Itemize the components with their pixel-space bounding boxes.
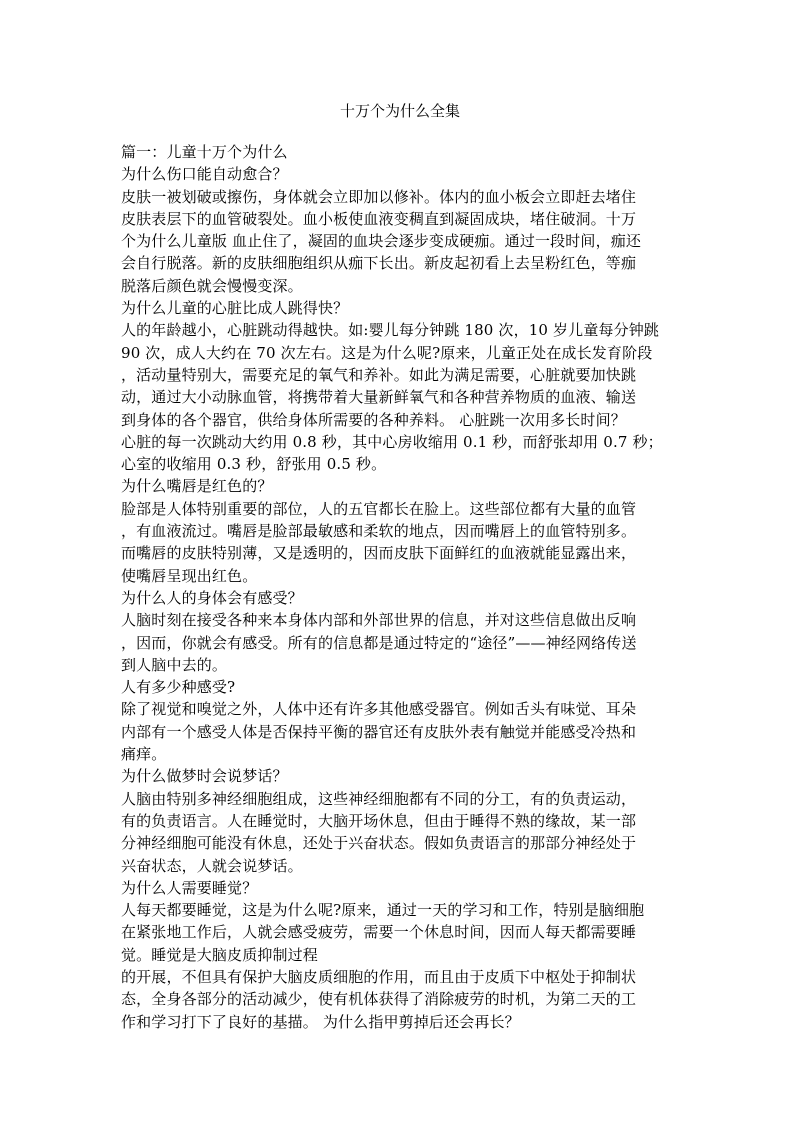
body-line: 90 次，成人大约在 70 次左右。这是为什么呢?原来，儿童正处在成长发育阶段 [121, 343, 653, 362]
body-line: 内部有一个感受人体是否保持平衡的器官还有皮肤外表有触觉并能感受冷热和 [121, 722, 637, 741]
body-line: 使嘴唇呈现出红色。 [121, 566, 258, 585]
body-line: ，有血液流过。嘴唇是脸部最敏感和柔软的地点，因而嘴唇上的血管特别多。 [121, 522, 637, 541]
body-line: 在紧张地工作后，人就会感受疲劳，需要一个休息时间，因而人每天都需要睡 [121, 923, 637, 942]
body-line: 个为什么儿童版 血止住了，凝固的血块会逐步变成硬痂。通过一段时间，痂还 [121, 232, 642, 251]
body-line: 痛痒。 [121, 745, 167, 764]
body-line: 心室的收缩用 0.3 秒，舒张用 0.5 秒。 [121, 455, 387, 474]
document-body [121, 141, 681, 1033]
body-line: 人的年龄越小，心脏跳动得越快。如:婴儿每分钟跳 180 次，10 岁儿童每分钟跳 [121, 321, 660, 340]
body-line: 为什么人需要睡觉？ [121, 878, 258, 897]
body-line: 分神经细胞可能没有休息，还处于兴奋状态。假如负责语言的那部分神经处于 [121, 834, 637, 853]
body-line: 皮肤表层下的血管破裂处。血小板使血液变稠直到凝固成块，堵住破洞。十万 [121, 209, 637, 228]
body-line: 皮肤一被划破或擦伤，身体就会立即加以修补。体内的血小板会立即赶去堵住 [121, 187, 637, 206]
body-line: 篇一：儿童十万个为什么 [121, 143, 288, 161]
body-line: 态，全身各部分的活动减少，使有机体获得了消除疲劳的时机，为第二天的工 [121, 990, 637, 1009]
body-line: 动，通过大小动脉血管，将携带着大量新鲜氧气和各种营养物质的血液、输送 [121, 388, 637, 407]
body-line: 心脏的每一次跳动大约用 0.8 秒，其中心房收缩用 0.1 秒，而舒张却用 0.7 秒； [121, 432, 663, 451]
body-line: 为什么伤口能自动愈合？ [121, 165, 288, 184]
body-line: 会自行脱落。新的皮肤细胞组织从痂下长出。新皮起初看上去呈粉红色，等痂 [121, 254, 637, 273]
body-line: 有的负责语言。人在睡觉时，大脑开场休息，但由于睡得不熟的缘故，某一部 [121, 811, 637, 830]
body-line: 人脑时刻在接受各种来本身体内部和外部世界的信息，并对这些信息做出反响 [121, 611, 637, 630]
body-line: ，因而，你就会有感受。所有的信息都是通过特定的“途径”——神经网络传送 [121, 633, 637, 652]
body-line: 为什么做梦时会说梦话？ [121, 767, 288, 786]
body-line: 兴奋状态，人就会说梦话。 [121, 856, 303, 875]
document-title: 十万个为什么全集 [339, 102, 460, 120]
body-line: 人有多少种感受? [121, 678, 236, 697]
body-line: 到人脑中去的。 [121, 655, 228, 674]
body-line: 的开展，不但具有保护大脑皮质细胞的作用，而且由于皮质下中枢处于抑制状 [121, 967, 637, 986]
body-line: 脱落后颜色就会慢慢变深。 [121, 276, 303, 295]
body-line: 除了视觉和嗅觉之外，人体中还有许多其他感受器官。例如舌头有味觉、耳朵 [121, 700, 637, 719]
body-line: 而嘴唇的皮肤特别薄，又是透明的，因而皮肤下面鲜红的血液就能显露出来， [121, 544, 637, 563]
body-line: 为什么人的身体会有感受？ [121, 588, 303, 607]
body-line: 人每天都要睡觉，这是为什么呢?原来，通过一天的学习和工作，特别是脑细胞 [121, 901, 645, 920]
body-line: ，活动量特别大，需要充足的氧气和养补。如此为满足需要，心脏就要加快跳 [121, 365, 637, 384]
body-line: 为什么儿童的心脏比成人跳得快？ [121, 299, 349, 318]
body-line: 作和学习打下了良好的基描。 为什么指甲剪掉后还会再长？ [121, 1012, 520, 1031]
body-line: 为什么嘴唇是红色的？ [121, 477, 273, 496]
body-line: 脸部是人体特别重要的部位，人的五官都长在脸上。这些部位都有大量的血管 [121, 499, 637, 518]
body-line: 到身体的各个器官，供给身体所需要的各种养料。 心脏跳一次用多长时间？ [121, 410, 626, 429]
body-line: 觉。睡觉是大脑皮质抑制过程 [121, 945, 318, 964]
body-line: 人脑由特别多神经细胞组成，这些神经细胞都有不同的分工，有的负责运动， [121, 789, 637, 808]
